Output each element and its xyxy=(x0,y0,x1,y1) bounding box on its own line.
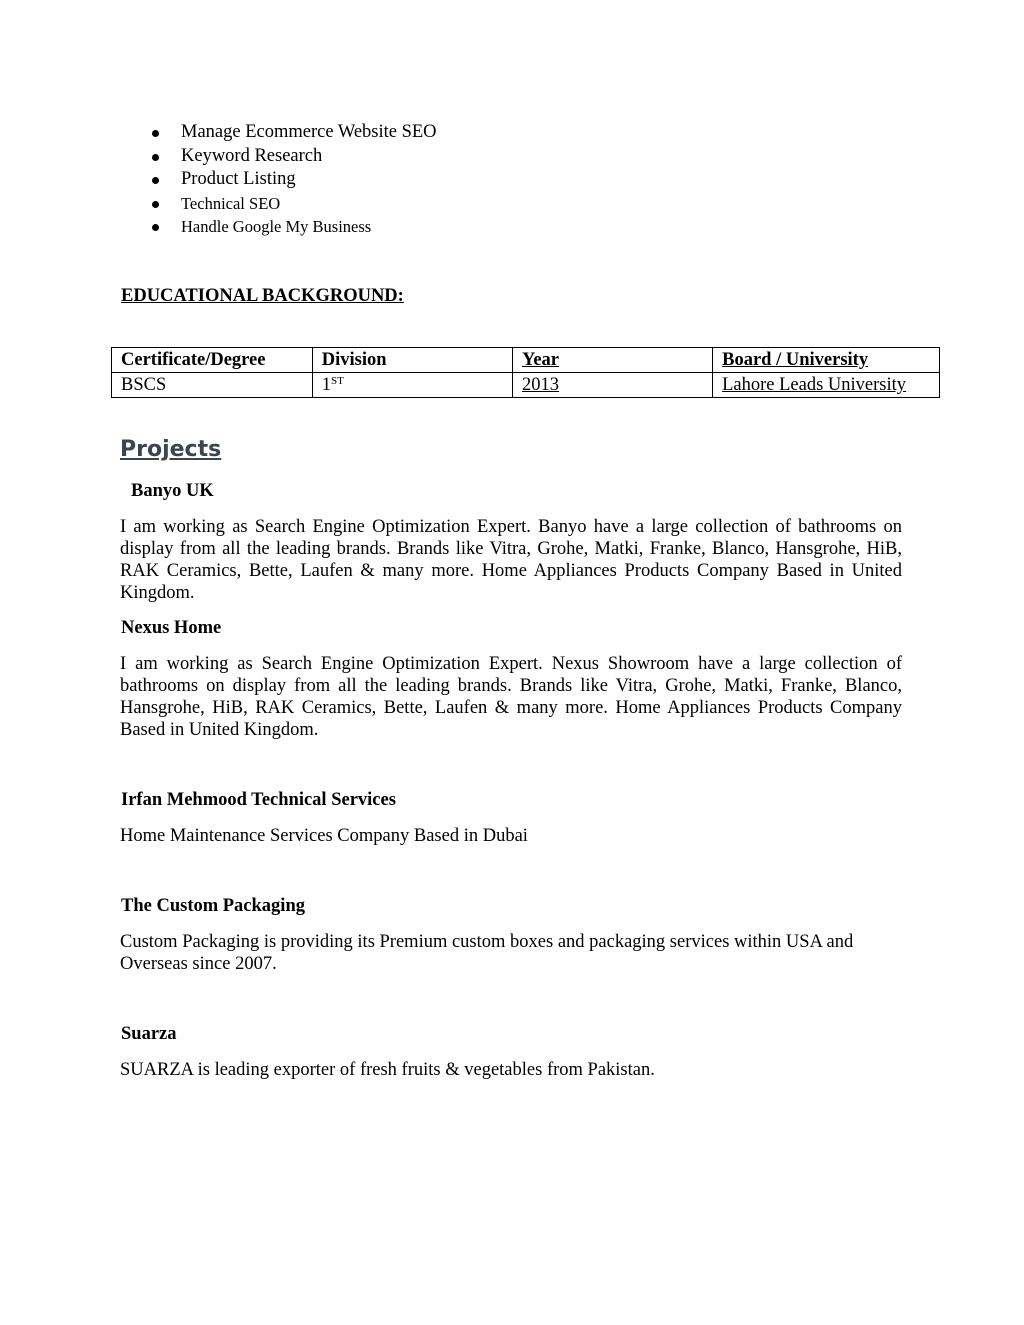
education-heading: EDUCATIONAL BACKGROUND: xyxy=(121,286,404,306)
skill-item: Manage Ecommerce Website SEO xyxy=(120,121,437,145)
skill-item: Product Listing xyxy=(120,168,437,192)
bullet-icon xyxy=(152,154,159,161)
project-description: I am working as Search Engine Optimization Expert. Banyo have a large collection of bathrooms on display from all the leading brands. Brands like Vitra, Grohe, Matki, Franke, Blanco, Hansgrohe, HiB, RAK Ceramics, Bette, Laufen & many more. Home Appliances Products Company Based in United Kingdom. xyxy=(120,517,902,603)
table-row xyxy=(112,373,940,398)
table-header-row xyxy=(112,348,940,373)
bullet-icon xyxy=(152,224,159,231)
project-description: Custom Packaging is providing its Premium custom boxes and packaging services within USA and Overseas since 2007. xyxy=(120,932,854,974)
education-table xyxy=(111,347,940,398)
header-university: Board / University xyxy=(713,348,940,373)
cell-university: Lahore Leads University xyxy=(713,373,940,398)
cell-division xyxy=(312,373,512,398)
bullet-icon xyxy=(152,130,159,137)
project-description: I am working as Search Engine Optimization Expert. Nexus Showroom have a large collection of bathrooms on display from all the leading brands. Brands like Vitra, Grohe, Matki, Franke, Blanco, Hansgrohe, HiB, RAK Ceramics, Bette, Laufen & many more. Home Appliances Products Company Based in United Kingdom. xyxy=(120,654,902,740)
project-title: The Custom Packaging xyxy=(121,896,305,916)
project-description: Home Maintenance Services Company Based in Dubai xyxy=(120,826,528,846)
project-description: SUARZA is leading exporter of fresh fruits & vegetables from Pakistan. xyxy=(120,1060,655,1080)
cell-year: 2013 xyxy=(513,373,713,398)
header-year: Year xyxy=(513,348,713,373)
project-title: Nexus Home xyxy=(121,618,222,638)
skill-item: Technical SEO xyxy=(120,192,437,216)
division-value: 1 xyxy=(321,375,332,395)
projects-heading: Projects xyxy=(120,437,222,462)
project-title: Suarza xyxy=(121,1024,177,1044)
project-title: Banyo UK xyxy=(131,481,214,501)
cell-degree: BSCS xyxy=(112,373,313,398)
bullet-icon xyxy=(152,177,159,184)
bullet-icon xyxy=(152,201,159,208)
project-title: Irfan Mehmood Technical Services xyxy=(121,790,396,810)
skill-item: Keyword Research xyxy=(120,145,437,169)
skills-list xyxy=(120,121,437,239)
skill-item: Handle Google My Business xyxy=(120,215,437,239)
division-superscript: ST xyxy=(331,375,344,387)
header-division: Division xyxy=(312,348,512,373)
header-certificate: Certificate/Degree xyxy=(112,348,313,373)
